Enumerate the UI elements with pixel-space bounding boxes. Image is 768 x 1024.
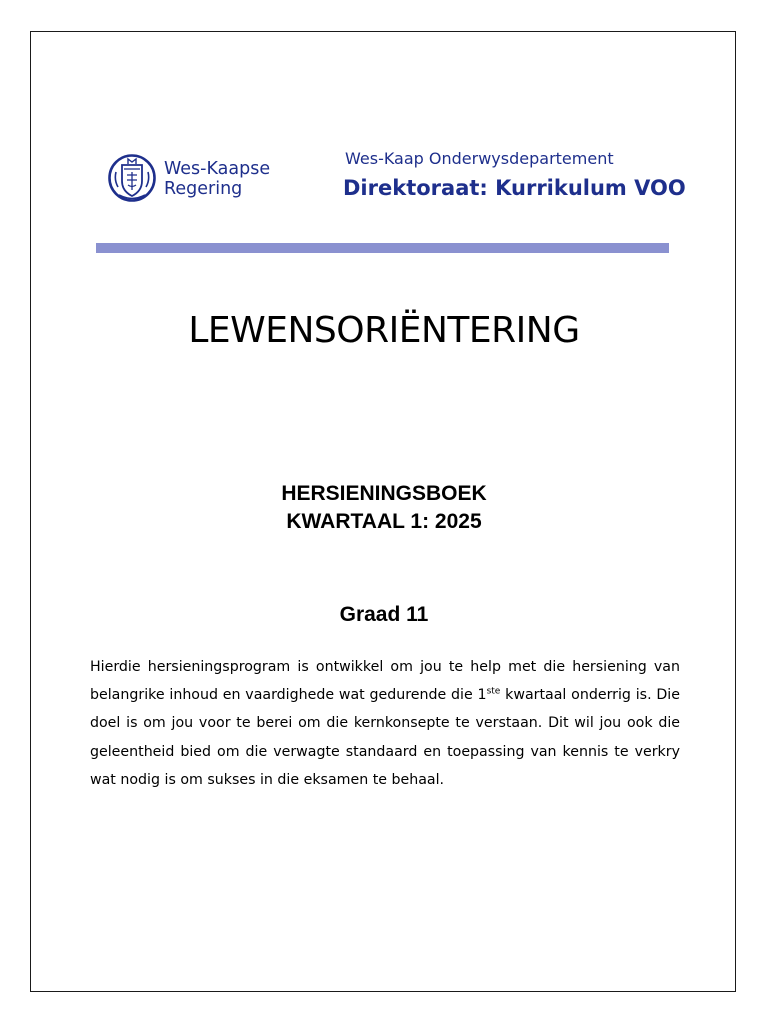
directorate-name: Direktoraat: Kurrikulum VOO [343,176,686,200]
department-name: Wes-Kaap Onderwysdepartement [345,149,614,168]
header-divider-bar [96,243,669,253]
quarter-label: KWARTAAL 1: 2025 [286,510,482,533]
intro-text-part-1: Hierdie hersieningsprogram is ontwikkel om jou te help met die hersiening van belangrike inhoud en vaardighede wat gedurende die 1 [90,659,680,704]
logo-line-1: Wes-Kaapse [164,158,271,179]
intro-paragraph [90,653,680,794]
subject-title: LEWENSORIËNTERING [188,310,580,351]
government-logo [107,150,270,207]
booklet-title: HERSIENINGSBOEK [281,482,487,505]
intro-text-part-2: kwartaal onderrig is. Die doel is om jou voor te berei om die kernkonsepte te verstaan. Dit wil jou ook die geleentheid bied om die verwagte standaard en toepassing van kennis te verkry wat nodig is om sukses in die eksamen te behaal. [90,687,680,788]
logo-line-2: Regering [164,178,243,199]
grade-label: Graad 11 [339,603,429,626]
ordinal-superscript: ste [486,686,501,697]
logo-wordmark [164,159,270,199]
coat-of-arms-icon [107,150,157,207]
